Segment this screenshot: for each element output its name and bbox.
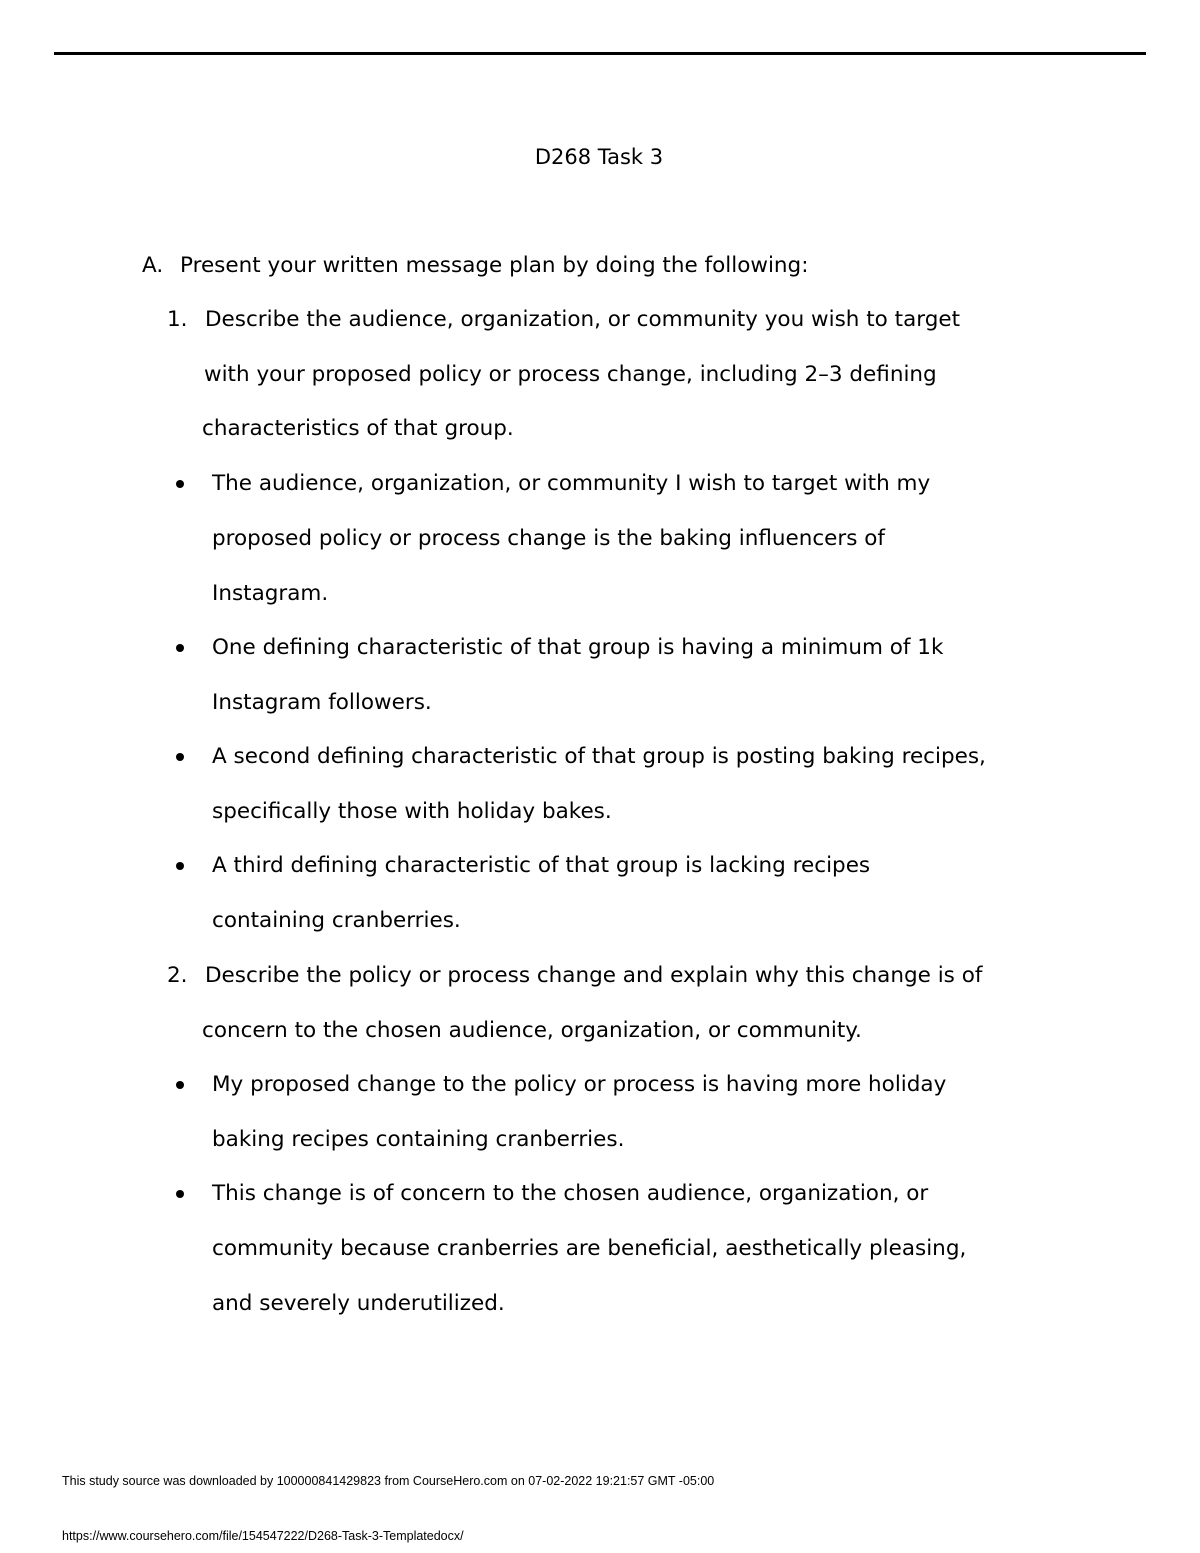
bullet-icon: [176, 1081, 184, 1089]
bullet-text-line: One defining characteristic of that group is having a minimum of 1k: [212, 635, 944, 660]
bullet-text-line: community because cranberries are beneficial, aesthetically pleasing,: [212, 1236, 967, 1261]
bullet-icon: [176, 753, 184, 761]
item-1-line: Describe the audience, organization, or community you wish to target: [205, 307, 961, 332]
section-a-heading: Present your written message plan by doing the following:: [180, 253, 809, 278]
item-1-line: with your proposed policy or process change, including 2–3 defining: [204, 362, 937, 387]
bullet-text-line: specifically those with holiday bakes.: [212, 799, 612, 824]
bullet-icon: [176, 480, 184, 488]
bullet-text-line: This change is of concern to the chosen audience, organization, or: [212, 1181, 929, 1206]
bullet-text-line: proposed policy or process change is the baking influencers of: [212, 526, 885, 551]
bullet-icon: [176, 644, 184, 652]
bullet-text-line: Instagram.: [212, 581, 329, 606]
item-1-marker: 1.: [167, 307, 188, 332]
document-title: D268 Task 3: [534, 145, 664, 169]
item-1-line: characteristics of that group.: [202, 416, 514, 441]
bullet-icon: [176, 1190, 184, 1198]
source-url-link[interactable]: https://www.coursehero.com/file/154547222/D268-Task-3-Templatedocx/: [62, 1529, 464, 1543]
item-2-line: Describe the policy or process change and explain why this change is of: [205, 963, 983, 988]
bullet-text-line: Instagram followers.: [212, 690, 432, 715]
bullet-text-line: baking recipes containing cranberries.: [212, 1127, 625, 1152]
download-source-note: This study source was downloaded by 100000841429823 from CourseHero.com on 07-02-2022 19:21:57 GMT -05:00: [62, 1474, 715, 1488]
bullet-icon: [176, 862, 184, 870]
section-a-marker: A.: [142, 253, 164, 278]
bullet-text-line: A third defining characteristic of that group is lacking recipes: [212, 853, 871, 878]
top-rule: [54, 52, 1146, 55]
item-2-marker: 2.: [167, 963, 188, 988]
bullet-text-line: The audience, organization, or community I wish to target with my: [212, 471, 931, 496]
bullet-text-line: A second defining characteristic of that group is posting baking recipes,: [212, 744, 986, 769]
bullet-text-line: containing cranberries.: [212, 908, 461, 933]
item-2-line: concern to the chosen audience, organization, or community.: [202, 1018, 862, 1043]
bullet-text-line: and severely underutilized.: [212, 1291, 505, 1316]
bullet-text-line: My proposed change to the policy or process is having more holiday: [212, 1072, 947, 1097]
